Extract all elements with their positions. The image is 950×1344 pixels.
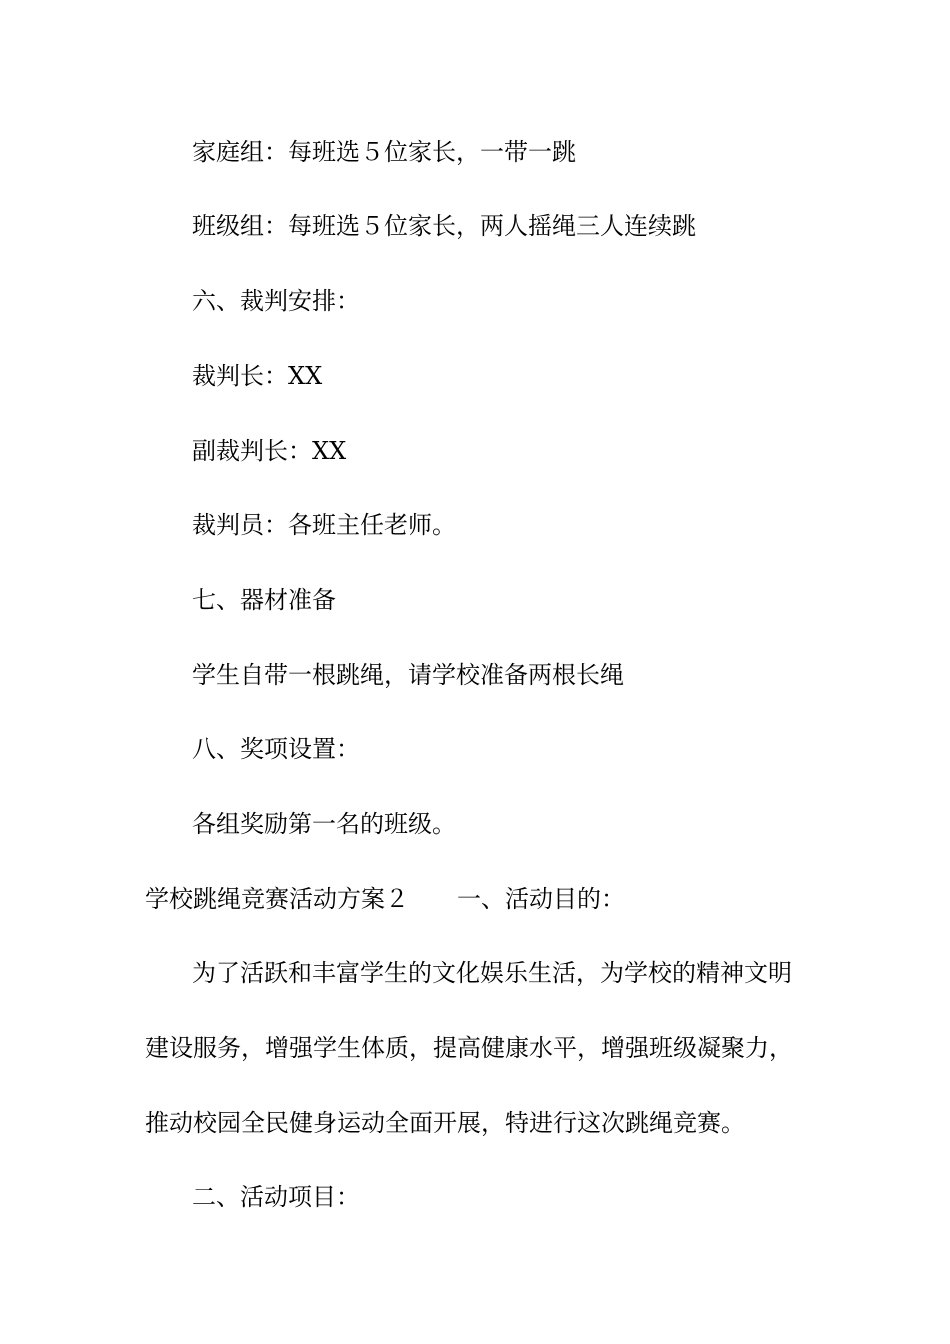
text-line-class-group: 班级组：每班选５位家长，两人摇绳三人连续跳 <box>192 212 696 240</box>
heading-equipment: 七、器材准备 <box>192 586 336 614</box>
text-line-equipment: 学生自带一根跳绳，请学校准备两根长绳 <box>192 661 624 689</box>
section-title: 学校跳绳竞赛活动方案２ <box>145 885 409 913</box>
text-line-deputy-chief-referee: 副裁判长：XX <box>192 437 347 465</box>
paragraph-line-3: 推动校园全民健身运动全面开展，特进行这次跳绳竞赛。 <box>145 1109 745 1137</box>
text-line-chief-referee: 裁判长：XX <box>192 362 323 390</box>
paragraph-line-1: 为了活跃和丰富学生的文化娱乐生活，为学校的精神文明 <box>192 959 792 987</box>
text-line-referees: 裁判员：各班主任老师。 <box>192 511 456 539</box>
section-title-line <box>145 884 625 914</box>
paragraph-line-2: 建设服务，增强学生体质，提高健康水平，增强班级凝聚力， <box>145 1034 793 1062</box>
heading-referee-arrangement: 六、裁判安排： <box>192 287 360 315</box>
heading-awards: 八、奖项设置： <box>192 735 360 763</box>
heading-activity-items: 二、活动项目： <box>192 1183 360 1211</box>
text-line-awards: 各组奖励第一名的班级。 <box>192 810 456 838</box>
text-line-family-group: 家庭组：每班选５位家长，一带一跳 <box>192 138 576 166</box>
heading-activity-purpose: 一、活动目的： <box>457 885 625 913</box>
